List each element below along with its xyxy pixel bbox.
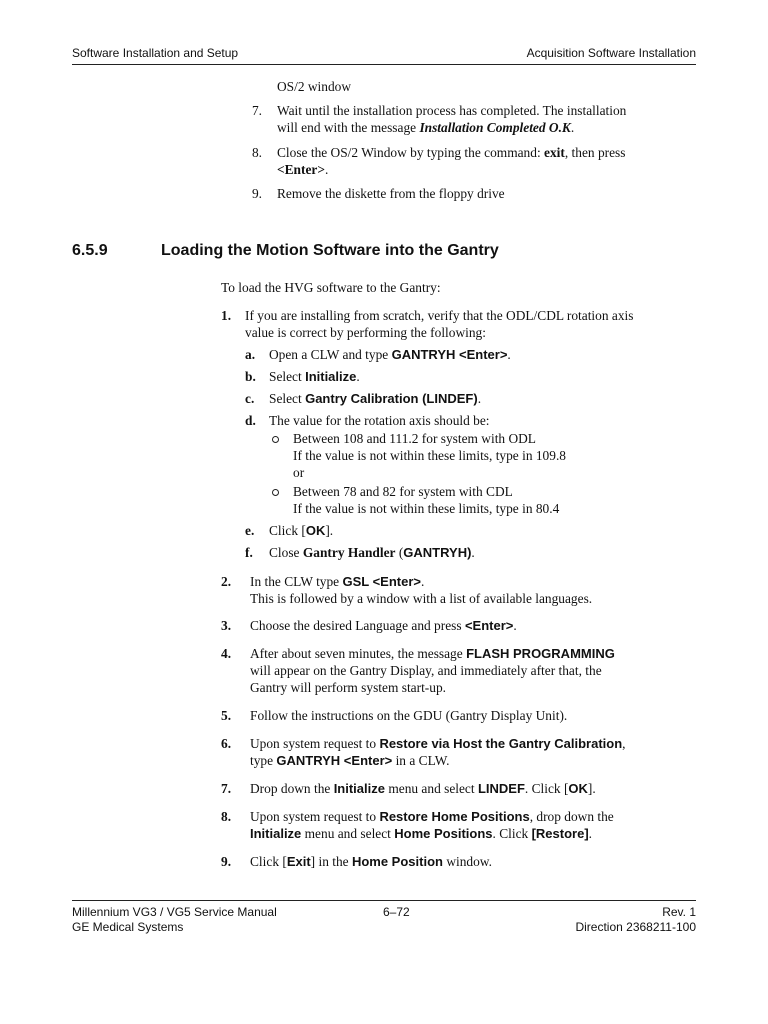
step-number: 1. — [221, 308, 232, 323]
bullet-odl-line2: If the value is not within these limits, type in 109.8 — [293, 448, 566, 463]
substep-label: a. — [245, 347, 256, 362]
substep-label: c. — [245, 391, 255, 406]
substep-label: f. — [245, 545, 253, 560]
step-number: 4. — [221, 646, 232, 661]
substep-d: The value for the rotation axis should be: — [269, 413, 490, 428]
section-title: Loading the Motion Software into the Gantry — [161, 242, 499, 259]
item-text: Close the OS/2 Window by typing the command: exit, then press — [277, 145, 626, 160]
step-text-line3: Gantry will perform system start-up. — [250, 680, 446, 695]
header-left: Software Installation and Setup — [72, 46, 239, 60]
step-text-line2: type GANTRYH <Enter> in a CLW. — [250, 753, 450, 768]
step-text-line2: Initialize menu and select Home Positions. Click [Restore]. — [250, 826, 593, 841]
substep-c: Select Gantry Calibration (LINDEF). — [269, 391, 482, 406]
item-text: Remove the diskette from the floppy drive — [277, 186, 505, 201]
step-number: 7. — [221, 781, 232, 796]
step-text: Upon system request to Restore Home Positions, drop down the — [250, 809, 614, 824]
bullet-cdl: Between 78 and 82 for system with CDL — [293, 484, 513, 499]
step-text: If you are installing from scratch, verify that the ODL/CDL rotation axis — [245, 308, 634, 323]
substep-f: Close Gantry Handler (GANTRYH). — [269, 545, 475, 560]
substep-a: Open a CLW and type GANTRYH <Enter>. — [269, 347, 511, 362]
step-number: 5. — [221, 708, 232, 723]
item-number: 7. — [251, 103, 262, 118]
step-text: Choose the desired Language and press <Enter>. — [250, 618, 517, 633]
footer-company: GE Medical Systems — [72, 920, 184, 934]
step-text: Upon system request to Restore via Host the Gantry Calibration, — [250, 736, 626, 751]
step-text-line2: value is correct by performing the following: — [245, 325, 486, 340]
step-text-line2: will appear on the Gantry Display, and immediately after that, the — [250, 663, 602, 678]
substep-label: b. — [245, 369, 256, 384]
step-text-line2: This is followed by a window with a list of available languages. — [250, 591, 593, 606]
item-text-line2: <Enter>. — [277, 162, 329, 177]
step-text: In the CLW type GSL <Enter>. — [250, 574, 425, 589]
step-number: 9. — [221, 854, 232, 869]
substep-e: Click [OK]. — [269, 523, 334, 538]
step-number: 6. — [221, 736, 232, 751]
footer-rule — [72, 900, 696, 901]
header-rule — [72, 64, 696, 65]
step-number: 8. — [221, 809, 232, 824]
step-text: Click [Exit] in the Home Position window. — [250, 854, 492, 869]
footer-direction: Direction 2368211-100 — [575, 920, 696, 934]
step-text: After about seven minutes, the message FLASH PROGRAMMING — [250, 646, 615, 661]
step-number: 3. — [221, 618, 232, 633]
os2-window-continuation: OS/2 window — [277, 79, 352, 94]
item-number: 9. — [251, 186, 262, 201]
substep-b: Select Initialize. — [269, 369, 360, 384]
step-text: Follow the instructions on the GDU (Gantry Display Unit). — [250, 708, 568, 723]
bullet-circle-icon — [272, 436, 279, 443]
step-text: Drop down the Initialize menu and select LINDEF. Click [OK]. — [250, 781, 596, 796]
step-number: 2. — [221, 574, 232, 589]
substep-label: e. — [245, 523, 255, 538]
section-number: 6.5.9 — [72, 242, 108, 259]
bullet-or: or — [293, 465, 305, 480]
page-number: 6–72 — [383, 905, 410, 919]
item-number: 8. — [251, 145, 262, 160]
section-intro: To load the HVG software to the Gantry: — [221, 280, 441, 295]
item-text-line2: will end with the message Installation Completed O.K. — [277, 120, 575, 135]
bullet-odl: Between 108 and 111.2 for system with ODL — [293, 431, 536, 446]
header-right: Acquisition Software Installation — [526, 46, 696, 60]
bullet-circle-icon — [272, 489, 279, 496]
item-text: Wait until the installation process has completed. The installation — [277, 103, 627, 118]
footer-manual-title: Millennium VG3 / VG5 Service Manual — [72, 905, 277, 919]
bullet-cdl-line2: If the value is not within these limits, type in 80.4 — [293, 501, 560, 516]
substep-label: d. — [245, 413, 256, 428]
footer-revision: Rev. 1 — [662, 905, 696, 919]
